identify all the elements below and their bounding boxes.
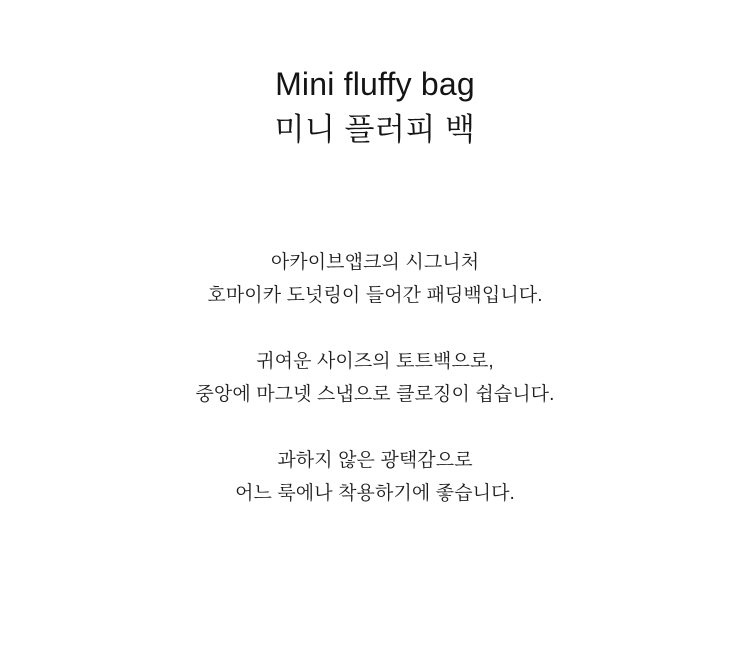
description-line: 어느 룩에나 착용하기에 좋습니다. — [235, 483, 515, 504]
product-title-english: Mini fluffy bag — [275, 66, 475, 102]
description-line: 호마이카 도넛링이 들어간 패딩백입니다. — [207, 285, 543, 306]
title-block — [275, 62, 476, 152]
description-paragraph — [65, 246, 685, 312]
description-line: 중앙에 마그넷 스냅으로 클로징이 쉽습니다. — [195, 384, 555, 405]
description-body — [65, 246, 685, 510]
description-paragraph — [65, 444, 685, 510]
description-line: 귀여운 사이즈의 토트백으로, — [256, 351, 494, 372]
description-line: 아카이브앱크의 시그니처 — [270, 252, 480, 273]
product-title-korean: 미니 플러피 백 — [274, 112, 476, 147]
description-line: 과하지 않은 광택감으로 — [277, 450, 473, 471]
description-paragraph — [65, 345, 685, 411]
